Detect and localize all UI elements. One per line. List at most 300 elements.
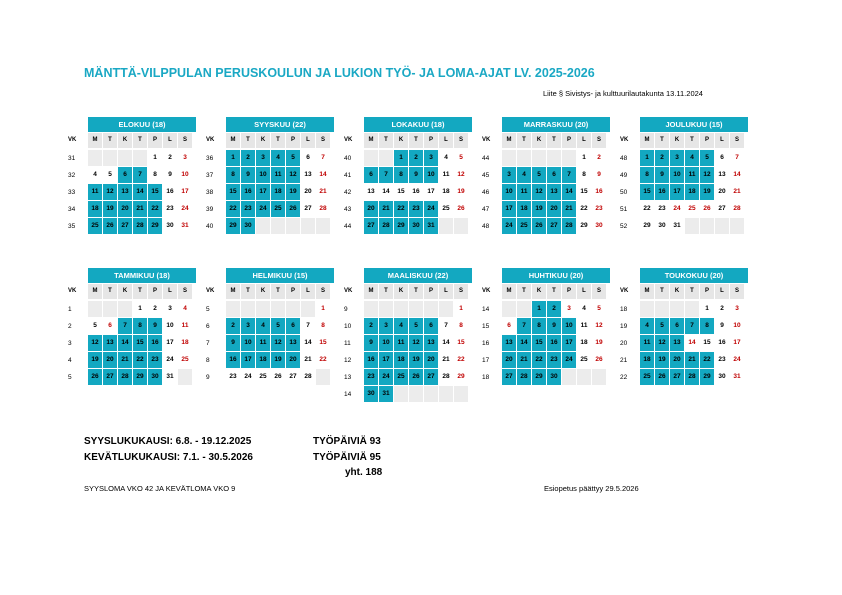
workday-cell: 21 — [379, 201, 393, 217]
day-cell: 8 — [316, 318, 330, 334]
day-cell: 23 — [163, 201, 177, 217]
empty-cell — [439, 386, 453, 402]
weekday-header: T — [655, 284, 669, 299]
week-number-header: VK — [482, 137, 491, 143]
month-name: MAALISKUU (22) — [364, 268, 472, 283]
workday-cell: 17 — [670, 184, 684, 200]
empty-cell — [685, 301, 699, 317]
weekday-header: T — [685, 284, 699, 299]
week-number: 48 — [620, 155, 628, 162]
workday-cell: 4 — [685, 150, 699, 166]
tyopaivia-kevat: TYÖPÄIVIÄ 95 — [313, 452, 381, 463]
workday-cell: 6 — [286, 318, 300, 334]
day-cell: 21 — [439, 352, 453, 368]
day-cell: 9 — [163, 167, 177, 183]
weekday-header: P — [286, 284, 300, 299]
weekday-header: P — [148, 284, 162, 299]
workday-cell: 28 — [562, 218, 576, 234]
week-number: 33 — [68, 189, 76, 196]
workday-cell: 9 — [409, 167, 423, 183]
day-cell: 21 — [301, 352, 315, 368]
day-cell: 26 — [454, 201, 468, 217]
day-cell: 17 — [424, 184, 438, 200]
workday-cell: 14 — [133, 184, 147, 200]
workday-cell: 4 — [256, 318, 270, 334]
empty-cell — [700, 218, 714, 234]
week-number: 13 — [344, 374, 352, 381]
workday-cell: 13 — [502, 335, 516, 351]
month-name: SYYSKUU (22) — [226, 117, 334, 132]
empty-cell — [271, 218, 285, 234]
empty-cell — [256, 218, 270, 234]
day-cell: 10 — [178, 167, 192, 183]
empty-cell — [454, 386, 468, 402]
week-number: 4 — [68, 357, 72, 364]
weekday-header: T — [271, 284, 285, 299]
empty-cell — [517, 150, 531, 166]
day-cell: 9 — [592, 167, 606, 183]
empty-cell — [685, 218, 699, 234]
workday-cell: 28 — [685, 369, 699, 385]
empty-cell — [655, 301, 669, 317]
workday-cell: 10 — [424, 167, 438, 183]
day-cell: 30 — [163, 218, 177, 234]
week-number: 48 — [482, 223, 490, 230]
workday-cell: 11 — [517, 184, 531, 200]
workday-cell: 30 — [241, 218, 255, 234]
day-cell: 6 — [715, 150, 729, 166]
workday-cell: 15 — [226, 184, 240, 200]
day-cell: 23 — [592, 201, 606, 217]
workday-cell: 27 — [547, 218, 561, 234]
day-cell: 23 — [226, 369, 240, 385]
workday-cell: 12 — [103, 184, 117, 200]
day-cell: 23 — [715, 352, 729, 368]
day-cell: 18 — [178, 335, 192, 351]
day-cell: 5 — [592, 301, 606, 317]
workday-cell: 1 — [532, 301, 546, 317]
workday-cell: 10 — [241, 335, 255, 351]
kevatlukukausi: KEVÄTLUKUKAUSI: 7.1. - 30.5.2026 — [84, 452, 253, 463]
workday-cell: 2 — [409, 150, 423, 166]
day-cell: 11 — [178, 318, 192, 334]
workday-cell: 16 — [364, 352, 378, 368]
weekday-header: S — [730, 284, 744, 299]
weekday-header: K — [394, 133, 408, 148]
workday-cell: 30 — [364, 386, 378, 402]
weekday-header: L — [577, 284, 591, 299]
empty-cell — [532, 150, 546, 166]
month-name: ELOKUU (18) — [88, 117, 196, 132]
week-number: 17 — [482, 357, 490, 364]
day-cell: 6 — [103, 318, 117, 334]
week-number: 9 — [206, 374, 210, 381]
week-number: 40 — [206, 223, 214, 230]
empty-cell — [502, 301, 516, 317]
month-name: MARRASKUU (20) — [502, 117, 610, 132]
empty-cell — [118, 150, 132, 166]
week-number: 49 — [620, 172, 628, 179]
week-number-header: VK — [206, 137, 215, 143]
workday-cell: 24 — [379, 369, 393, 385]
workday-cell: 9 — [655, 167, 669, 183]
empty-cell — [316, 218, 330, 234]
workday-cell: 8 — [640, 167, 654, 183]
workday-cell: 3 — [379, 318, 393, 334]
workday-cell: 25 — [394, 369, 408, 385]
workday-cell: 15 — [640, 184, 654, 200]
weekday-header: K — [670, 133, 684, 148]
workday-cell: 2 — [364, 318, 378, 334]
workday-cell: 28 — [517, 369, 531, 385]
workday-cell: 17 — [241, 352, 255, 368]
empty-cell — [103, 301, 117, 317]
empty-cell — [409, 386, 423, 402]
weekday-header: L — [439, 133, 453, 148]
workday-cell: 22 — [148, 201, 162, 217]
empty-cell — [316, 369, 330, 385]
workday-cell: 24 — [256, 201, 270, 217]
weekday-header: S — [454, 133, 468, 148]
workday-cell: 16 — [148, 335, 162, 351]
day-cell: 4 — [178, 301, 192, 317]
weekday-header: P — [424, 133, 438, 148]
month-name: TAMMIKUU (18) — [88, 268, 196, 283]
workday-cell: 16 — [655, 184, 669, 200]
workday-cell: 12 — [700, 167, 714, 183]
workday-cell: 4 — [517, 167, 531, 183]
week-number: 46 — [482, 189, 490, 196]
workday-cell: 29 — [133, 369, 147, 385]
day-cell: 14 — [379, 184, 393, 200]
week-number: 11 — [344, 340, 351, 347]
week-number: 44 — [344, 223, 352, 230]
weekday-header: S — [316, 284, 330, 299]
day-cell: 22 — [454, 352, 468, 368]
workday-cell: 20 — [547, 201, 561, 217]
weekday-header: T — [547, 133, 561, 148]
workday-cell: 10 — [670, 167, 684, 183]
workday-cell: 18 — [256, 352, 270, 368]
weekday-header: S — [178, 133, 192, 148]
workday-cell: 21 — [133, 201, 147, 217]
workday-cell: 21 — [118, 352, 132, 368]
workday-cell: 29 — [148, 218, 162, 234]
workday-cell: 19 — [271, 352, 285, 368]
day-cell: 30 — [655, 218, 669, 234]
workday-cell: 29 — [226, 218, 240, 234]
empty-cell — [394, 386, 408, 402]
day-cell: 18 — [439, 184, 453, 200]
workday-cell: 15 — [148, 184, 162, 200]
workday-cell: 22 — [226, 201, 240, 217]
workday-cell: 19 — [532, 201, 546, 217]
weekday-header: T — [517, 133, 531, 148]
day-cell: 5 — [454, 150, 468, 166]
workday-cell: 11 — [256, 335, 270, 351]
workday-cell: 18 — [271, 184, 285, 200]
weekday-header: T — [271, 133, 285, 148]
weekday-header: T — [685, 133, 699, 148]
month-name: HELMIKUU (15) — [226, 268, 334, 283]
day-cell: 6 — [502, 318, 516, 334]
day-cell: 8 — [577, 167, 591, 183]
workday-cell: 27 — [502, 369, 516, 385]
weekday-header: T — [103, 284, 117, 299]
day-cell: 18 — [577, 335, 591, 351]
workday-cell: 22 — [700, 352, 714, 368]
workday-cell: 27 — [424, 369, 438, 385]
workday-cell: 29 — [532, 369, 546, 385]
weekday-header: L — [163, 133, 177, 148]
week-number: 1 — [68, 306, 72, 313]
weekday-header: T — [241, 133, 255, 148]
week-number: 22 — [620, 374, 628, 381]
weekday-header: M — [640, 284, 654, 299]
day-cell: 20 — [715, 184, 729, 200]
workday-cell: 29 — [394, 218, 408, 234]
weekday-header: T — [133, 284, 147, 299]
empty-cell — [502, 150, 516, 166]
tyopaivia-syys: TYÖPÄIVIÄ 93 — [313, 436, 381, 447]
workday-cell: 2 — [655, 150, 669, 166]
day-cell: 12 — [592, 318, 606, 334]
weekday-header: S — [454, 284, 468, 299]
day-cell: 8 — [454, 318, 468, 334]
week-number: 35 — [68, 223, 76, 230]
empty-cell — [592, 369, 606, 385]
day-cell: 24 — [730, 352, 744, 368]
empty-cell — [715, 218, 729, 234]
day-cell: 16 — [163, 184, 177, 200]
week-number: 3 — [68, 340, 72, 347]
weekday-header: L — [715, 284, 729, 299]
page-title: MÄNTTÄ-VILPPULAN PERUSKOULUN JA LUKION TYÖ- JA LOMA-AJAT LV. 2025-2026 — [84, 66, 595, 80]
empty-cell — [517, 301, 531, 317]
workday-cell: 7 — [133, 167, 147, 183]
day-cell: 3 — [730, 301, 744, 317]
workday-cell: 24 — [424, 201, 438, 217]
workday-cell: 12 — [286, 167, 300, 183]
day-cell: 19 — [454, 184, 468, 200]
week-number: 39 — [206, 206, 214, 213]
day-cell: 7 — [730, 150, 744, 166]
weekday-header: K — [118, 133, 132, 148]
workday-cell: 25 — [517, 218, 531, 234]
week-number: 44 — [482, 155, 490, 162]
workday-cell: 23 — [409, 201, 423, 217]
day-cell: 7 — [439, 318, 453, 334]
week-number: 43 — [344, 206, 352, 213]
workday-cell: 2 — [547, 301, 561, 317]
day-cell: 25 — [178, 352, 192, 368]
day-cell: 10 — [163, 318, 177, 334]
workday-cell: 17 — [379, 352, 393, 368]
workday-cell: 8 — [226, 167, 240, 183]
workday-cell: 20 — [286, 352, 300, 368]
day-cell: 30 — [715, 369, 729, 385]
workday-cell: 15 — [133, 335, 147, 351]
day-cell: 16 — [715, 335, 729, 351]
workday-cell: 20 — [502, 352, 516, 368]
day-cell: 28 — [730, 201, 744, 217]
weekday-header: T — [379, 284, 393, 299]
empty-cell — [301, 301, 315, 317]
week-number: 41 — [344, 172, 352, 179]
workday-cell: 3 — [241, 318, 255, 334]
day-cell: 26 — [271, 369, 285, 385]
empty-cell — [454, 218, 468, 234]
weekday-header: M — [226, 284, 240, 299]
day-cell: 24 — [163, 352, 177, 368]
day-cell: 1 — [133, 301, 147, 317]
weekday-header: L — [301, 284, 315, 299]
weekday-header: P — [286, 133, 300, 148]
workday-cell: 12 — [271, 335, 285, 351]
workday-cell: 21 — [685, 352, 699, 368]
workday-cell: 26 — [409, 369, 423, 385]
workday-cell: 7 — [685, 318, 699, 334]
week-number: 50 — [620, 189, 628, 196]
day-cell: 21 — [730, 184, 744, 200]
liite-note: Liite § Sivistys- ja kulttuurilautakunta 13.11.2024 — [543, 89, 703, 98]
workday-cell: 2 — [241, 150, 255, 166]
esiopetus-note: Esiopetus päättyy 29.5.2026 — [544, 484, 639, 493]
workday-cell: 23 — [241, 201, 255, 217]
workday-cell: 10 — [562, 318, 576, 334]
day-cell: 22 — [577, 201, 591, 217]
day-cell: 1 — [316, 301, 330, 317]
week-number-header: VK — [620, 137, 629, 143]
day-cell: 29 — [640, 218, 654, 234]
workday-cell: 7 — [379, 167, 393, 183]
workday-cell: 26 — [655, 369, 669, 385]
day-cell: 15 — [700, 335, 714, 351]
empty-cell — [562, 369, 576, 385]
day-cell: 15 — [316, 335, 330, 351]
day-cell: 4 — [439, 150, 453, 166]
weekday-header: M — [364, 133, 378, 148]
empty-cell — [301, 218, 315, 234]
day-cell: 7 — [301, 318, 315, 334]
workday-cell: 7 — [517, 318, 531, 334]
weekday-header: T — [655, 133, 669, 148]
empty-cell — [640, 301, 654, 317]
month-name: JOULUKUU (15) — [640, 117, 748, 132]
weekday-header: L — [439, 284, 453, 299]
empty-cell — [271, 301, 285, 317]
workday-cell: 17 — [562, 335, 576, 351]
workday-cell: 13 — [670, 335, 684, 351]
weekday-header: K — [256, 284, 270, 299]
workday-cell: 14 — [517, 335, 531, 351]
weekday-header: K — [394, 284, 408, 299]
workday-cell: 3 — [256, 150, 270, 166]
weekday-header: T — [409, 133, 423, 148]
workday-cell: 11 — [685, 167, 699, 183]
weekday-header: T — [547, 284, 561, 299]
week-number: 12 — [344, 357, 352, 364]
workday-cell: 25 — [640, 369, 654, 385]
day-cell: 8 — [148, 167, 162, 183]
workday-cell: 13 — [424, 335, 438, 351]
day-cell: 25 — [256, 369, 270, 385]
day-cell: 16 — [592, 184, 606, 200]
empty-cell — [118, 301, 132, 317]
workday-cell: 6 — [118, 167, 132, 183]
weekday-header: P — [562, 133, 576, 148]
day-cell: 27 — [301, 201, 315, 217]
weekday-header: T — [409, 284, 423, 299]
weekday-header: K — [532, 133, 546, 148]
weekday-header: M — [226, 133, 240, 148]
workday-cell: 18 — [88, 201, 102, 217]
day-cell: 25 — [577, 352, 591, 368]
workday-cell: 1 — [640, 150, 654, 166]
workday-cell: 22 — [532, 352, 546, 368]
week-number: 8 — [206, 357, 210, 364]
workday-cell: 10 — [379, 335, 393, 351]
workday-cell: 4 — [271, 150, 285, 166]
weekday-header: K — [670, 284, 684, 299]
workday-cell: 6 — [364, 167, 378, 183]
day-cell: 31 — [670, 218, 684, 234]
workday-cell: 10 — [502, 184, 516, 200]
workday-cell: 9 — [241, 167, 255, 183]
workday-cell: 13 — [547, 184, 561, 200]
workday-cell: 25 — [271, 201, 285, 217]
empty-cell — [439, 218, 453, 234]
workday-cell: 24 — [502, 218, 516, 234]
workday-cell: 8 — [532, 318, 546, 334]
workday-cell: 26 — [286, 201, 300, 217]
day-cell: 29 — [454, 369, 468, 385]
day-cell: 1 — [454, 301, 468, 317]
weekday-header: M — [88, 284, 102, 299]
workday-cell: 22 — [133, 352, 147, 368]
week-number: 18 — [482, 374, 490, 381]
workday-cell: 20 — [670, 352, 684, 368]
empty-cell — [178, 369, 192, 385]
workday-cell: 14 — [562, 184, 576, 200]
day-cell: 2 — [715, 301, 729, 317]
empty-cell — [394, 301, 408, 317]
empty-cell — [379, 301, 393, 317]
week-number: 32 — [68, 172, 76, 179]
empty-cell — [670, 301, 684, 317]
workday-cell: 5 — [532, 167, 546, 183]
day-cell: 24 — [241, 369, 255, 385]
day-cell: 14 — [316, 167, 330, 183]
weekday-header: P — [700, 284, 714, 299]
day-cell: 14 — [685, 335, 699, 351]
week-number: 51 — [620, 206, 628, 213]
workday-cell: 12 — [88, 335, 102, 351]
day-cell: 27 — [286, 369, 300, 385]
day-cell: 1 — [148, 150, 162, 166]
workday-cell: 26 — [103, 218, 117, 234]
workday-cell: 28 — [379, 218, 393, 234]
workday-cell: 18 — [517, 201, 531, 217]
week-number: 45 — [482, 172, 490, 179]
weekday-header: M — [88, 133, 102, 148]
week-number: 7 — [206, 340, 210, 347]
week-number: 10 — [344, 323, 352, 330]
week-number-header: VK — [620, 288, 629, 294]
day-cell: 31 — [163, 369, 177, 385]
empty-cell — [256, 301, 270, 317]
day-cell: 12 — [454, 167, 468, 183]
